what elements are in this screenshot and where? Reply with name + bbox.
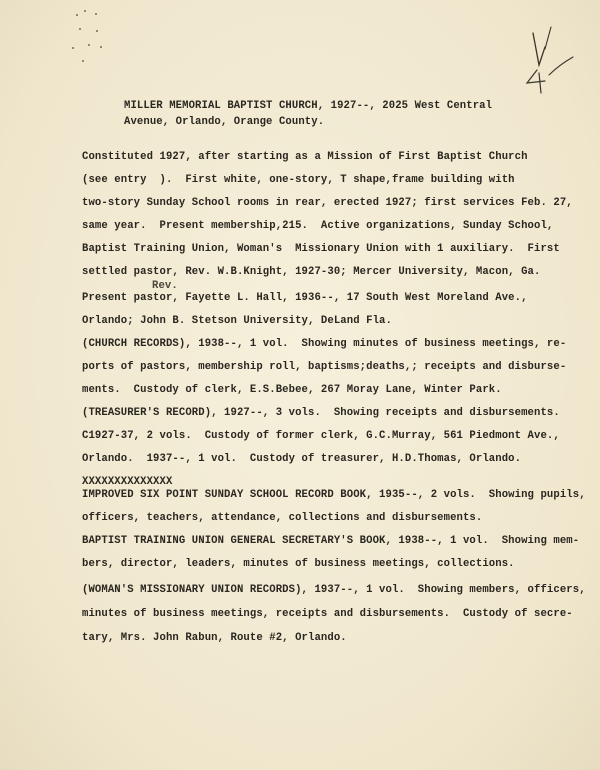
body-line: minutes of business meetings, receipts and disbursements. Custody of secre-: [82, 608, 573, 620]
body-line: Orlando. 1937--, 1 vol. Custody of treasurer, H.D.Thomas, Orlando.: [82, 453, 522, 465]
body-line: C1927-37, 2 vols. Custody of former clerk, G.C.Murray, 561 Piedmont Ave.,: [82, 430, 560, 442]
body-line: (TREASURER'S RECORD), 1927--, 3 vols. Showing receipts and disbursements.: [82, 407, 560, 419]
body-line: (see entry ). First white, one-story, T shape,frame building with: [82, 174, 515, 186]
struck-out-text: XXXXXXXXXXXXXX: [82, 476, 173, 488]
body-line: Baptist Training Union, Woman's Missionary Union with 1 auxiliary. First: [82, 243, 560, 255]
inserted-text-rev: Rev.: [152, 280, 178, 292]
body-line: Orlando; John B. Stetson University, DeLand Fla.: [82, 315, 392, 327]
body-line: ports of pastors, membership roll, baptisms;deaths,; receipts and disburse-: [82, 361, 567, 373]
body-line: settled pastor, Rev. W.B.Knight, 1927-30; Mercer University, Macon, Ga.: [82, 266, 541, 278]
body-line: (WOMAN'S MISSIONARY UNION RECORDS), 1937--, 1 vol. Showing members, officers,: [82, 584, 586, 596]
heading-line-1: MILLER MEMORIAL BAPTIST CHURCH, 1927--, 2025 West Central: [124, 100, 493, 112]
body-line: ments. Custody of clerk, E.S.Bebee, 267 Moray Lane, Winter Park.: [82, 384, 502, 396]
body-line: tary, Mrs. John Rabun, Route #2, Orlando.: [82, 632, 347, 644]
body-line: Constituted 1927, after starting as a Mission of First Baptist Church: [82, 151, 528, 163]
body-line: (CHURCH RECORDS), 1938--, 1 vol. Showing minutes of business meetings, re-: [82, 338, 567, 350]
body-line: BAPTIST TRAINING UNION GENERAL SECRETARY'S BOOK, 1938--, 1 vol. Showing mem-: [82, 535, 580, 547]
body-line: Present pastor, Fayette L. Hall, 1936--, 17 South West Moreland Ave.,: [82, 292, 528, 304]
handwritten-check-mark: [515, 25, 585, 100]
body-line: same year. Present membership,215. Active organizations, Sunday School,: [82, 220, 554, 232]
body-line: officers, teachers, attendance, collections and disbursements.: [82, 512, 483, 524]
body-line: two-story Sunday School rooms in rear, erected 1927; first services Feb. 27,: [82, 197, 573, 209]
body-line: IMPROVED SIX POINT SUNDAY SCHOOL RECORD BOOK, 1935--, 2 vols. Showing pupils,: [82, 489, 586, 501]
body-line: bers, director, leaders, minutes of business meetings, collections.: [82, 558, 515, 570]
heading-line-2: Avenue, Orlando, Orange County.: [124, 116, 325, 128]
